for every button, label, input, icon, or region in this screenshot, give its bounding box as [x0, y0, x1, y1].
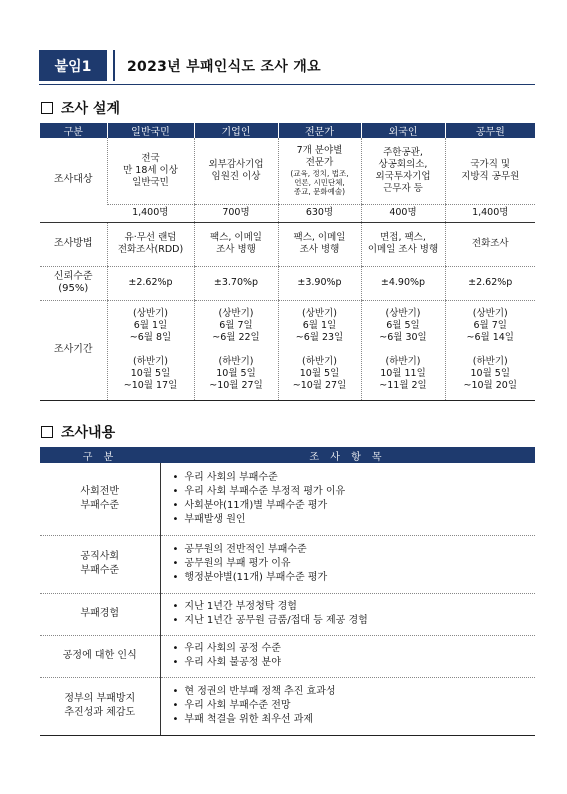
header-divider — [113, 50, 115, 81]
reliability-row — [40, 266, 535, 300]
table-cell: ±2.62%p — [107, 266, 194, 300]
col-header: 구 분 — [40, 447, 160, 463]
survey-design-table — [40, 123, 535, 401]
sample-size-row — [40, 204, 535, 222]
col-header: 공무원 — [445, 123, 535, 138]
row-label: 조사방법 — [40, 222, 107, 266]
section-title-design — [41, 98, 120, 118]
table-cell: ±3.90%p — [278, 266, 361, 300]
list-item: • 지난 1년간 공무원 금품/접대 등 제공 경험 — [173, 614, 532, 628]
section-title-content — [41, 422, 115, 442]
document-header — [39, 50, 321, 81]
design-header-row — [40, 123, 535, 138]
table-cell: 전국 만 18세 이상 일반국민 — [107, 138, 194, 204]
expert-target: 7개 분야별 전문가 — [296, 144, 343, 168]
table-cell: ±4.90%p — [361, 266, 445, 300]
target-row — [40, 138, 535, 204]
list-item: • 우리 사회의 공정 수준 — [173, 642, 532, 656]
content-row — [40, 463, 535, 535]
category-cell: 공정에 대한 인식 — [40, 635, 160, 677]
list-item: • 부패발생 원인 — [173, 513, 532, 527]
list-item: • 사회분야(11개)별 부패수준 평가 — [173, 499, 532, 513]
survey-content-table — [40, 447, 535, 736]
col-header: 일반국민 — [107, 123, 194, 138]
col-header: 외국인 — [361, 123, 445, 138]
list-item: • 우리 사회의 부패수준 — [173, 471, 532, 485]
table-cell: (상반기) 6월 5일 ~6월 30일 (하반기) 10월 11일 ~11월 2일 — [361, 300, 445, 400]
section-title-text: 조사내용 — [61, 425, 116, 441]
items-cell — [160, 677, 535, 735]
list-item: • 행정분야별(11개) 부패수준 평가 — [173, 571, 532, 585]
category-cell: 공직사회 부패수준 — [40, 535, 160, 593]
table-cell: 1,400명 — [107, 204, 194, 222]
table-cell: 팩스, 이메일 조사 병행 — [194, 222, 278, 266]
category-cell: 부패경험 — [40, 593, 160, 635]
col-header: 조 사 항 목 — [160, 447, 535, 463]
table-cell: 1,400명 — [445, 204, 535, 222]
list-item: • 지난 1년간 부정청탁 경험 — [173, 600, 532, 614]
list-item: • 공무원의 전반적인 부패수준 — [173, 543, 532, 557]
content-row — [40, 635, 535, 677]
row-label: 조사대상 — [40, 138, 107, 222]
row-label: 신뢰수준 (95%) — [40, 266, 107, 300]
checkbox-square-icon — [41, 426, 53, 438]
list-item: • 우리 사회 불공정 분야 — [173, 656, 532, 670]
table-cell: 400명 — [361, 204, 445, 222]
checkbox-square-icon — [41, 102, 53, 114]
list-item: • 우리 사회 부패수준 전망 — [173, 699, 532, 713]
table-cell: 팩스, 이메일 조사 병행 — [278, 222, 361, 266]
method-row — [40, 222, 535, 266]
table-cell: ±3.70%p — [194, 266, 278, 300]
table-cell: (상반기) 6월 1일 ~6월 23일 (하반기) 10월 5일 ~10월 27일 — [278, 300, 361, 400]
table-cell: 전화조사 — [445, 222, 535, 266]
document-title: 2023년 부패인식도 조사 개요 — [127, 58, 321, 75]
col-header: 전문가 — [278, 123, 361, 138]
list-item: • 현 정권의 반부패 정책 추진 효과성 — [173, 685, 532, 699]
category-cell: 사회전반 부패수준 — [40, 463, 160, 535]
items-cell — [160, 535, 535, 593]
table-cell: 외부감사기업 임원진 이상 — [194, 138, 278, 204]
list-item: • 우리 사회 부패수준 부정적 평가 이유 — [173, 485, 532, 499]
table-cell: (상반기) 6월 7일 ~6월 22일 (하반기) 10월 5일 ~10월 27일 — [194, 300, 278, 400]
attachment-badge: 붙임1 — [39, 50, 107, 81]
table-cell: 주한공관, 상공회의소, 외국투자기업 근무자 등 — [361, 138, 445, 204]
table-cell: 국가직 및 지방직 공무원 — [445, 138, 535, 204]
items-cell — [160, 593, 535, 635]
table-cell: 면접, 팩스, 이메일 조사 병행 — [361, 222, 445, 266]
section-title-text: 조사 설계 — [61, 101, 120, 117]
table-cell: (상반기) 6월 1일 ~6월 8일 (하반기) 10월 5일 ~10월 17일 — [107, 300, 194, 400]
items-cell — [160, 463, 535, 535]
table-cell: ±2.62%p — [445, 266, 535, 300]
list-item: • 공무원의 부패 평가 이유 — [173, 557, 532, 571]
col-header: 구분 — [40, 123, 107, 138]
content-row — [40, 535, 535, 593]
table-cell: 유·무선 랜덤 전화조사(RDD) — [107, 222, 194, 266]
header-rule — [39, 84, 535, 85]
table-cell: 700명 — [194, 204, 278, 222]
content-row — [40, 677, 535, 735]
items-cell — [160, 635, 535, 677]
row-label: 조사기간 — [40, 300, 107, 400]
content-row — [40, 593, 535, 635]
col-header: 기업인 — [194, 123, 278, 138]
table-cell — [278, 138, 361, 204]
table-cell: (상반기) 6월 7일 ~6월 14일 (하반기) 10월 5일 ~10월 20일 — [445, 300, 535, 400]
list-item: • 부패 척결을 위한 최우선 과제 — [173, 713, 532, 727]
expert-note: (교육, 정치, 법조, 언론, 시민단체, 종교, 문화예술) — [290, 168, 349, 197]
table-cell: 630명 — [278, 204, 361, 222]
category-cell: 정부의 부패방지 추진성과 체감도 — [40, 677, 160, 735]
content-header-row — [40, 447, 535, 463]
period-row — [40, 300, 535, 400]
